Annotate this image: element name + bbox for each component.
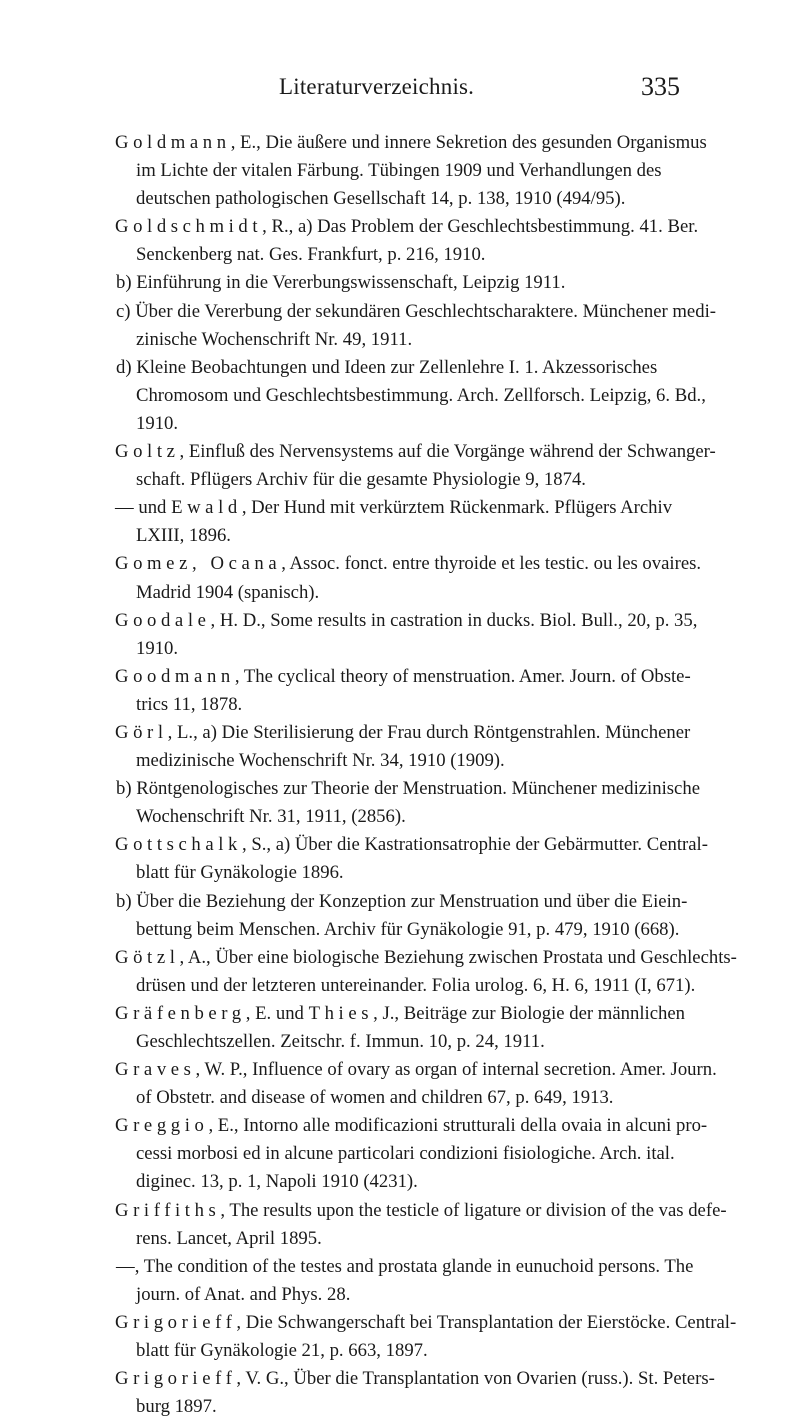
entry-continuation: im Lichte der vitalen Färbung. Tübingen 1909 und Verhandlungen des — [136, 160, 662, 182]
entry-text: b) Einführung in die Vererbungswissenschaft, Leipzig 1911. — [116, 272, 566, 294]
bibliography-list — [0, 129, 800, 1421]
author-name: Görl — [115, 721, 168, 743]
entry-text: , J., Beiträge zur Biologie der männlichen — [373, 1002, 685, 1024]
entry-continuation: cessi morbosi ed in alcune particolari condizioni fisiologiche. Arch. ital. — [136, 1143, 675, 1165]
author-name: Ewald — [171, 497, 242, 519]
entry-text: , E., Intorno alle modificazioni strutturali della ovaia in alcuni pro- — [208, 1115, 708, 1137]
entry-text: , Der Hund mit verkürztem Rückenmark. Pflügers Archiv — [241, 497, 673, 519]
entry-text: , Assoc. fonct. entre thyroide et les testic. ou les ovaires. — [281, 553, 702, 575]
author-name: Goodale — [115, 609, 211, 631]
entry-continuation: 1910. — [136, 412, 179, 434]
entry-prefix: — und — [115, 497, 172, 519]
bibliography-entry — [0, 719, 800, 747]
entry-continuation: bettung beim Menschen. Archiv für Gynäkologie 91, p. 479, 1910 (668). — [136, 918, 680, 940]
author-name: Grigorieff — [115, 1311, 237, 1333]
author-name: Griffiths — [115, 1199, 221, 1221]
entry-continuation: 1910. — [136, 637, 179, 659]
bibliography-entry — [0, 1112, 800, 1140]
entry-continuation: blatt für Gynäkologie 21, p. 663, 1897. — [136, 1340, 428, 1362]
entry-text: d) Kleine Beobachtungen und Ideen zur Zellenlehre I. 1. Akzessorisches — [116, 356, 658, 378]
entry-text: , The results upon the testicle of ligature or division of the vas defe- — [220, 1199, 727, 1221]
entry-text: c) Über die Vererbung der sekundären Geschlechtscharaktere. Münchener medi- — [116, 300, 716, 322]
author-name: Goldmann — [115, 132, 231, 153]
entry-text: , R., a) Das Problem der Geschlechtsbestimmung. 41. Ber. — [262, 216, 699, 238]
entry-continuation: Madrid 1904 (spanisch). — [136, 581, 320, 603]
author-name: Graves — [115, 1059, 196, 1081]
bibliography-entry — [0, 269, 800, 297]
entry-text: b) Über die Beziehung der Konzeption zur Menstruation und über die Eiein- — [116, 890, 688, 912]
entry-continuation: diginec. 13, p. 1, Napoli 1910 (4231). — [136, 1171, 418, 1193]
entry-text: b) Röntgenologisches zur Theorie der Menstruation. Münchener medizinische — [116, 778, 700, 800]
entry-text: , Einfluß des Nervensystems auf die Vorgänge während der Schwanger- — [179, 441, 716, 463]
bibliography-entry — [0, 213, 800, 241]
author-name: Thies — [308, 1002, 374, 1024]
entry-text: , W. P., Influence of ovary as organ of internal secretion. Amer. Journ. — [195, 1059, 717, 1081]
author-name: Gräfenberg — [115, 1002, 246, 1024]
entry-text: , E. und — [245, 1002, 309, 1024]
bibliography-entry — [0, 1000, 800, 1028]
bibliography-entry — [0, 354, 800, 382]
entry-text: —, The condition of the testes and prostata glande in eunuchoid persons. The — [116, 1255, 694, 1277]
bibliography-entry — [0, 550, 800, 578]
entry-text: , The cyclical theory of menstruation. Amer. Journ. of Obste- — [234, 665, 691, 687]
entry-continuation: drüsen und der letzteren untereinander. Folia urolog. 6, H. 6, 1911 (I, 671). — [136, 974, 696, 996]
entry-continuation: Chromosom und Geschlechtsbestimmung. Arch. Zellforsch. Leipzig, 6. Bd., — [136, 384, 706, 406]
entry-text: , A., Über eine biologische Beziehung zwischen Prostata und Geschlechts- — [179, 946, 737, 968]
author-name: Goldschmidt — [115, 216, 263, 238]
author-name: Gottschalk — [115, 834, 242, 856]
entry-continuation: blatt für Gynäkologie 1896. — [136, 862, 344, 884]
bibliography-entry — [0, 438, 800, 466]
author-name: Grigorieff — [115, 1368, 237, 1390]
page-header — [0, 72, 800, 108]
page-number: 335 — [641, 72, 680, 101]
bibliography-entry — [0, 298, 800, 326]
entry-continuation: Wochenschrift Nr. 31, 1911, (2856). — [136, 806, 406, 828]
author-name: Greggio — [115, 1115, 209, 1137]
entry-continuation: rens. Lancet, April 1895. — [136, 1227, 322, 1249]
entry-continuation: Senckenberg nat. Ges. Frankfurt, p. 216, 1910. — [136, 244, 486, 266]
entry-continuation: journ. of Anat. and Phys. 28. — [136, 1283, 351, 1305]
entry-continuation: Geschlechtszellen. Zeitschr. f. Immun. 10, p. 24, 1911. — [136, 1031, 545, 1052]
entry-continuation: LXIII, 1896. — [136, 525, 231, 547]
author-name: Goltz — [115, 441, 180, 463]
entry-text: , S., a) Über die Kastrationsatrophie der Gebärmutter. Central- — [241, 834, 708, 856]
bibliography-entry — [0, 663, 800, 691]
entry-continuation: zinische Wochenschrift Nr. 49, 1911. — [136, 328, 413, 350]
bibliography-entry — [0, 775, 800, 803]
running-title: Literaturverzeichnis. — [279, 74, 475, 99]
entry-text: , L., a) Die Sterilisierung der Frau durch Röntgenstrahlen. Münchener — [167, 721, 691, 743]
bibliography-entry — [0, 1056, 800, 1084]
author-name: Götzl — [115, 946, 180, 968]
bibliography-entry — [0, 129, 800, 157]
entry-text: , H. D., Some results in castration in ducks. Biol. Bull., 20, p. 35, — [210, 609, 698, 631]
entry-continuation: schaft. Pflügers Archiv für die gesamte Physiologie 9, 1874. — [136, 469, 586, 491]
bibliography-entry — [0, 607, 800, 635]
bibliography-entry — [0, 944, 800, 972]
entry-continuation: burg 1897. — [136, 1396, 217, 1418]
entry-continuation: medizinische Wochenschrift Nr. 34, 1910 (1909). — [136, 750, 505, 772]
bibliography-entry — [0, 494, 800, 522]
entry-continuation: deutschen pathologischen Gesellschaft 14, p. 138, 1910 (494/95). — [136, 188, 626, 210]
bibliography-entry — [0, 1253, 800, 1281]
entry-continuation: trics 11, 1878. — [136, 693, 243, 715]
bibliography-entry — [0, 1309, 800, 1337]
entry-continuation: of Obstetr. and disease of women and children 67, p. 649, 1913. — [136, 1087, 614, 1109]
bibliography-entry — [0, 1197, 800, 1225]
bibliography-entry — [0, 831, 800, 859]
entry-text: , E., Die äußere und innere Sekretion des gesunden Organismus — [230, 132, 707, 153]
author-name: Goodmann — [115, 665, 235, 687]
entry-text: , Die Schwangerschaft bei Transplantation der Eierstöcke. Central- — [236, 1311, 737, 1333]
author-name: Gomez, Ocana — [115, 553, 282, 575]
entry-text: , V. G., Über die Transplantation von Ovarien (russ.). St. Peters- — [236, 1368, 715, 1390]
bibliography-entry — [0, 1365, 800, 1393]
bibliography-entry — [0, 888, 800, 916]
